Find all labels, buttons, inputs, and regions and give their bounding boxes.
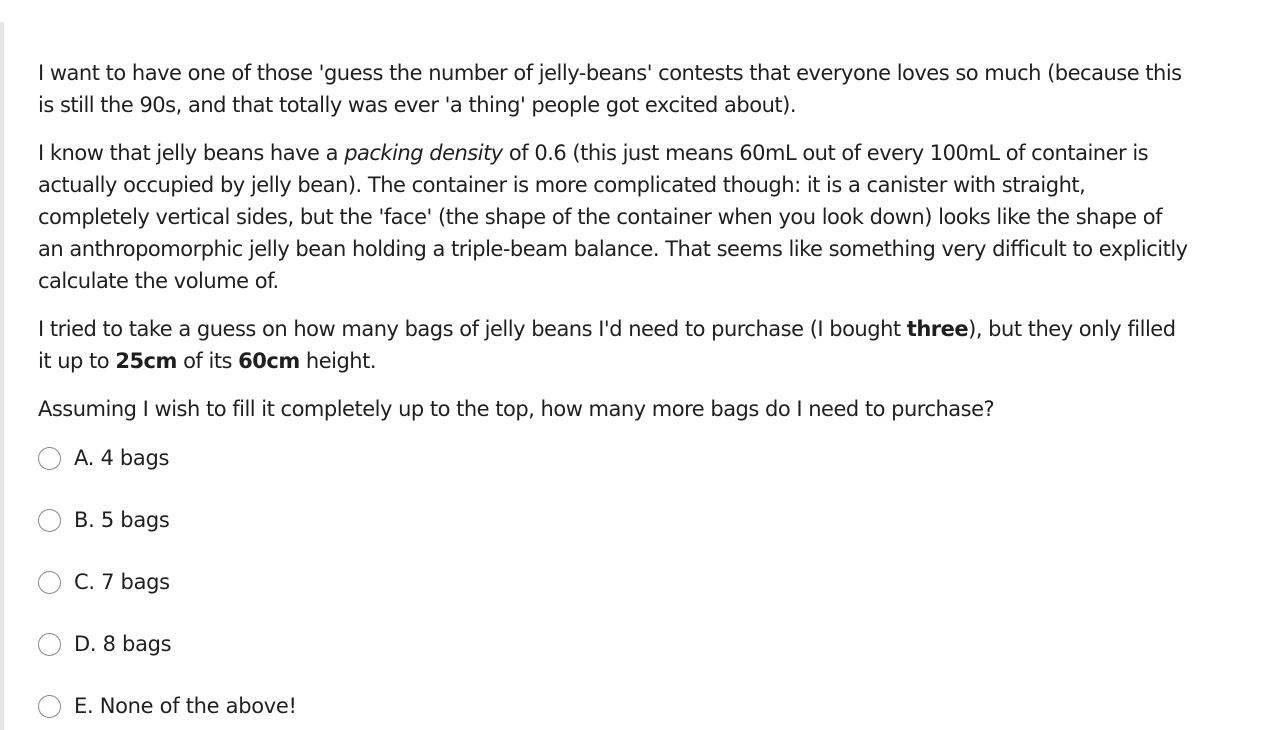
para2-text-after: of 0.6 (this just means 60mL out of every 100mL of container is actually occupied by jelly bean). The container is more complicated though: it is a canister with straight, completely vertical sides, but the 'face' (the shape of the container when you look down) looks like the shape of an anthropomorphic jelly bean holding a triple-beam balance. That seems like something very difficult to explicitly calculate the volume of.	[38, 141, 1188, 293]
para3-bold-25cm: 25cm	[115, 349, 177, 373]
question-paragraph-1: I want to have one of those 'guess the number of jelly-beans' contests that everyone loves so much (because this is still the 90s, and that totally was ever 'a thing' people got excited about).	[38, 61, 1182, 117]
choice-a[interactable]	[38, 440, 638, 502]
choice-a-radio[interactable]	[38, 447, 61, 470]
para3-text-4: height.	[299, 349, 377, 373]
para2-text-before: I know that jelly beans have a	[38, 141, 345, 165]
choice-d[interactable]	[38, 626, 638, 688]
para2-emphasis: packing density	[344, 141, 503, 165]
para3-text-3: of its	[176, 349, 239, 373]
choice-b[interactable]	[38, 502, 638, 564]
question-paragraph-3	[38, 313, 1188, 377]
para3-bold-three: three	[906, 317, 969, 341]
choice-c-label[interactable]: C. 7 bags	[74, 570, 170, 594]
choice-c[interactable]	[38, 564, 638, 626]
choice-d-radio[interactable]	[38, 633, 61, 656]
answer-choices	[38, 440, 638, 730]
question-prompt: Assuming I wish to fill it completely up to the top, how many more bags do I need to purchase?	[38, 397, 995, 421]
question-text	[38, 57, 1188, 425]
question-paragraph-2	[38, 137, 1188, 297]
choice-e-radio[interactable]	[38, 695, 61, 718]
choice-e[interactable]	[38, 688, 638, 730]
left-border-rule	[0, 22, 4, 730]
choice-a-label[interactable]: A. 4 bags	[74, 446, 170, 470]
choice-c-radio[interactable]	[38, 571, 61, 594]
para3-bold-60cm: 60cm	[238, 349, 300, 373]
choice-e-label[interactable]: E. None of the above!	[74, 694, 297, 718]
para3-text-2: ), but they only filled it up to	[38, 317, 1176, 373]
choice-d-label[interactable]: D. 8 bags	[74, 632, 172, 656]
para3-text-1: I tried to take a guess on how many bags of jelly beans I'd need to purchase (I bought	[38, 317, 907, 341]
choice-b-radio[interactable]	[38, 509, 61, 532]
choice-b-label[interactable]: B. 5 bags	[74, 508, 170, 532]
